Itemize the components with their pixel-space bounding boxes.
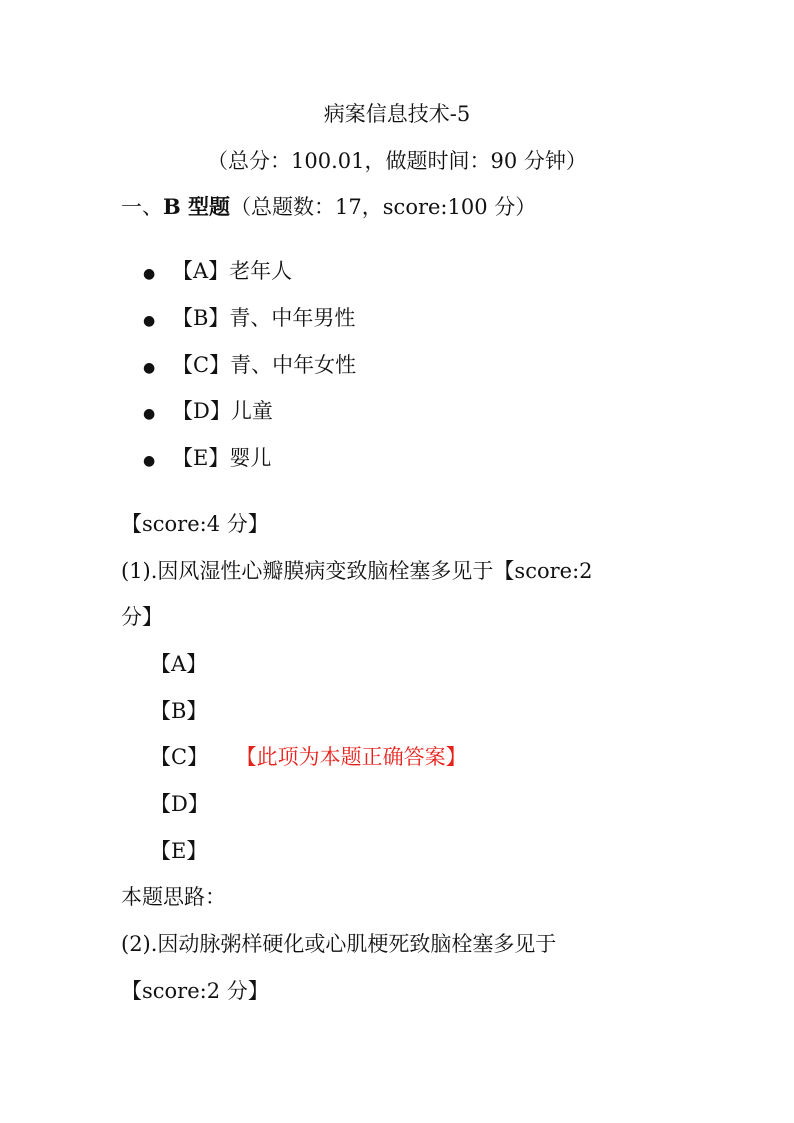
q1-choice-b: 【B】 [150, 699, 208, 723]
option-a: 【A】老年人 [172, 259, 293, 283]
page-subtitle: （总分：100.01，做题时间：90 分钟） [207, 149, 587, 173]
option-e: 【E】婴儿 [172, 446, 272, 470]
bullet-icon: ● [143, 360, 156, 376]
section-info: （总题数：17，score:100 分） [230, 195, 537, 219]
option-d: 【D】儿童 [172, 399, 273, 423]
q1-choice-c: 【C】 [150, 745, 209, 769]
question-1-text-cont: 分】 [121, 605, 163, 629]
section-type: B 型题 [163, 194, 231, 219]
section-heading [121, 196, 536, 218]
bullet-icon: ● [143, 406, 156, 422]
section-prefix: 一、 [121, 195, 163, 219]
q1-choice-e: 【E】 [150, 839, 208, 863]
bullet-icon: ● [143, 266, 156, 282]
question-2-text: (2).因动脉粥样硬化或心肌梗死致脑栓塞多见于 [121, 932, 557, 956]
question-2-score: 【score:2 分】 [121, 979, 269, 1003]
q1-choice-d: 【D】 [150, 792, 209, 816]
correct-answer-note: 【此项为本题正确答案】 [246, 745, 467, 769]
question-1-text: (1).因风湿性心瓣膜病变致脑栓塞多见于【score:2 [121, 559, 593, 583]
option-c: 【C】青、中年女性 [172, 353, 357, 377]
analysis-label: 本题思路： [121, 885, 226, 909]
page-title: 病案信息技术-5 [323, 102, 471, 126]
bullet-icon: ● [143, 453, 156, 469]
option-b: 【B】青、中年男性 [172, 306, 356, 330]
bullet-icon: ● [143, 313, 156, 329]
q1-choice-c-row [150, 747, 467, 768]
q1-choice-a: 【A】 [150, 652, 208, 676]
group-score: 【score:4 分】 [121, 512, 269, 536]
